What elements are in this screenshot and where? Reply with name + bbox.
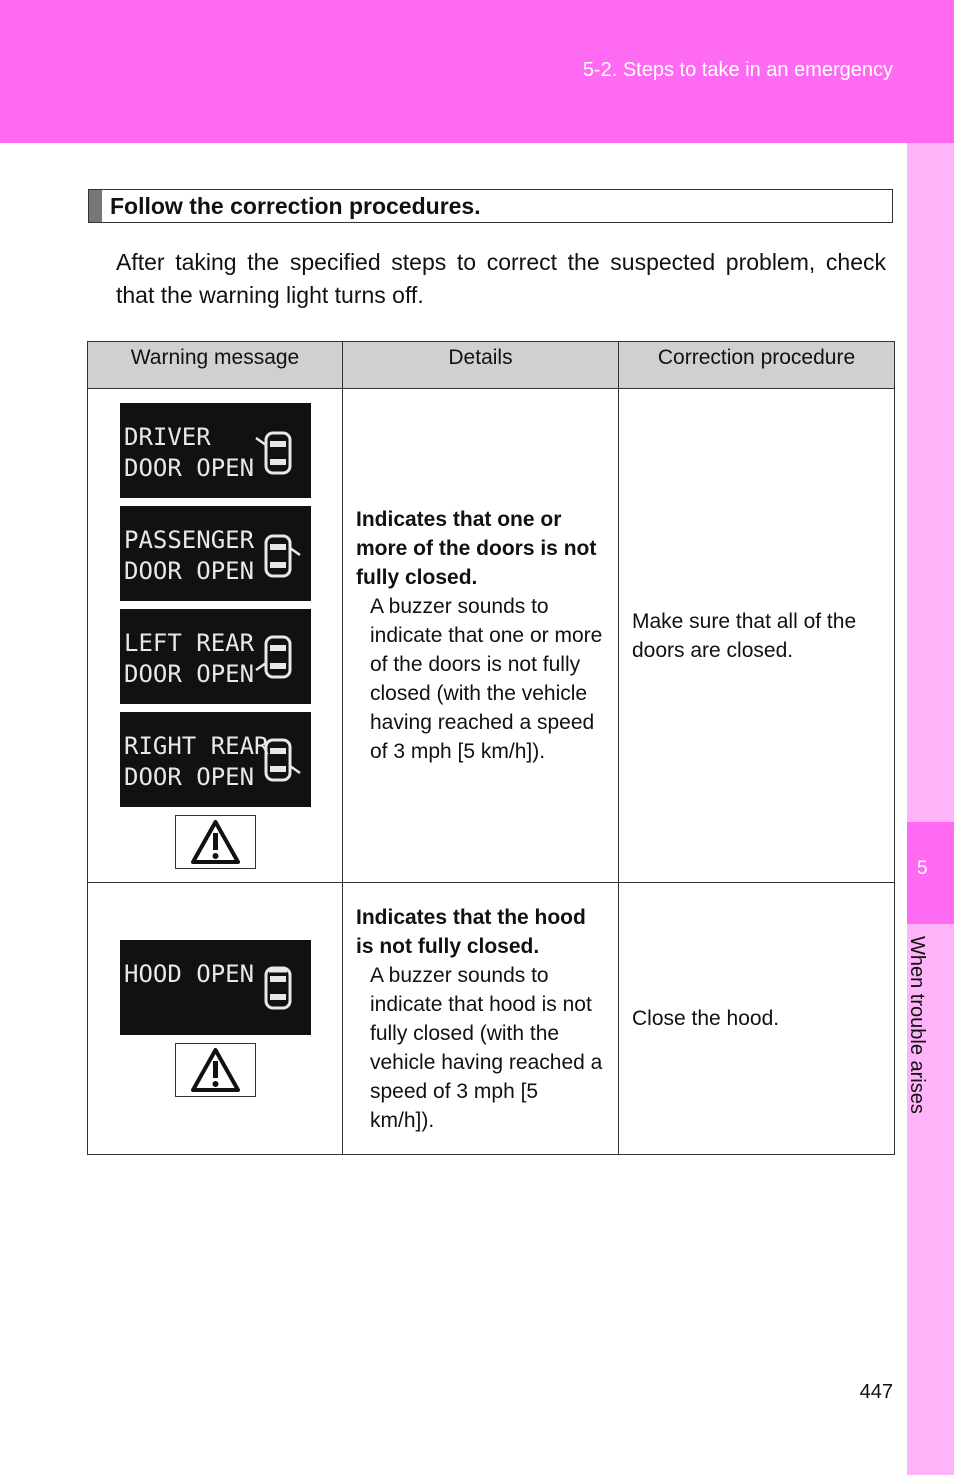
- lcd-line2: DOOR OPEN: [123, 453, 254, 482]
- header-details: Details: [343, 342, 619, 389]
- lcd-line2: DOOR OPEN: [123, 762, 254, 791]
- lcd-display-driver-door: [120, 403, 311, 498]
- details-cell: [343, 389, 619, 883]
- step-heading: [88, 189, 893, 223]
- warning-table: [87, 341, 895, 1155]
- lcd-display-right-rear-door: [120, 712, 311, 807]
- table-row: [88, 389, 895, 883]
- detail-body: A buzzer sounds to indicate that hood is not fully closed (with the vehicle having reached a speed of 3 mph [5 km/h]).: [370, 963, 603, 1132]
- procedure-cell: Close the hood.: [619, 883, 895, 1155]
- side-tab-number: 5: [917, 858, 928, 879]
- heading-bar: [89, 190, 102, 222]
- lcd-line1: RIGHT REAR: [123, 731, 268, 760]
- side-tab-label: When trouble arises: [906, 936, 928, 1114]
- details-cell: [343, 883, 619, 1155]
- side-tab-number-box: [907, 822, 954, 924]
- lcd-display-hood: [120, 940, 311, 1035]
- side-tab: [907, 143, 954, 1475]
- intro-paragraph: After taking the specified steps to correct the suspected problem, check that the warning light turns off.: [116, 249, 886, 308]
- warning-message-cell: [88, 883, 343, 1155]
- detail-body: A buzzer sounds to indicate that one or more of the doors is not fully closed (with the vehicle having reached a speed of 3 mph [5 km/h]).: [370, 595, 603, 763]
- header-warning-message: Warning message: [88, 342, 343, 389]
- table-row: [88, 883, 895, 1155]
- table-header-row: [88, 342, 895, 389]
- section-title: 5-2. Steps to take in an emergency: [582, 59, 893, 81]
- lcd-line1: HOOD OPEN: [123, 960, 254, 988]
- header-correction-procedure: Correction procedure: [619, 342, 895, 389]
- step-heading-text: Follow the correction procedures.: [110, 193, 481, 219]
- lcd-line1: DRIVER: [123, 422, 211, 451]
- lcd-display-left-rear-door: [120, 609, 311, 704]
- procedure-cell: Make sure that all of the doors are closed.: [619, 389, 895, 883]
- lcd-line2: DOOR OPEN: [123, 659, 254, 688]
- warning-message-cell: [88, 389, 343, 883]
- detail-lead: Indicates that the hood is not fully closed.: [356, 905, 586, 958]
- master-warning-icon: [175, 815, 256, 869]
- detail-lead: Indicates that one or more of the doors is not fully closed.: [356, 508, 597, 589]
- lcd-line1: LEFT REAR: [123, 628, 254, 657]
- master-warning-icon: [175, 1043, 256, 1097]
- lcd-line1: PASSENGER: [123, 525, 254, 554]
- lcd-line2: DOOR OPEN: [123, 556, 254, 585]
- page-number: 447: [859, 1381, 893, 1403]
- lcd-display-passenger-door: [120, 506, 311, 601]
